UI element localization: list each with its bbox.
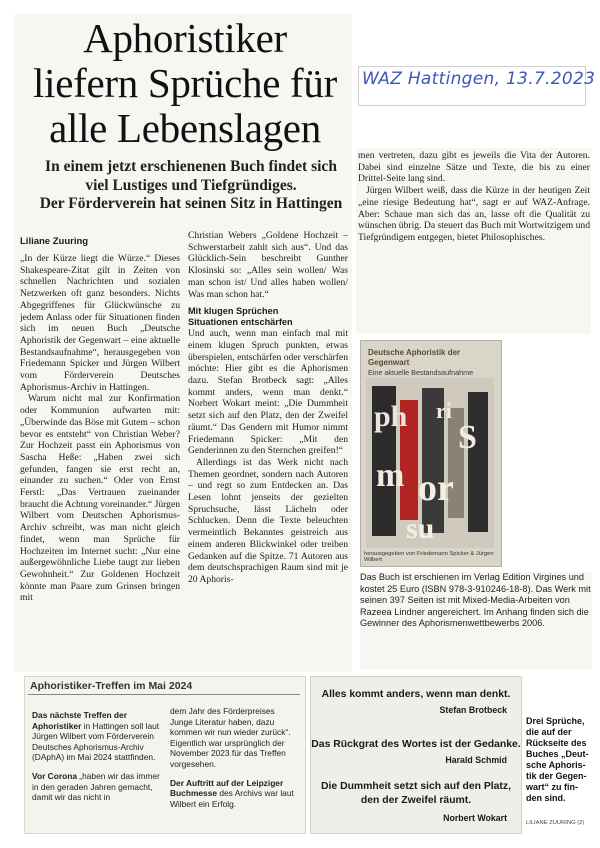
subheadline-line-2: viel Lustiges und Tiefgründiges. bbox=[85, 176, 297, 194]
col2-paragraph-1: Und auch, wenn man einfach mal mit einem klugen Spruch punkten, etwas überspielen, entschärfen oder verschärfen möchte: Hier gibt es die Aphorismen dazu. Stefan Brotbeck sagt: „Alles kommt anders, wenn man denkt.“ Norbert Wokart meint: „Die Dummheit setzt sich auf den Platz, den der Zweifel räumt.“ Das Gendern mit Humor nimmt Friedemann Spicker: „Mit den Genderinnen zu den Sternchen greifen!“ bbox=[188, 328, 348, 457]
photo-credit: LILIANE ZUURING (2) bbox=[526, 820, 585, 826]
col3-paragraph-2: Jürgen Wilbert weiß, dass die Kürze in der heutigen Zeit „eine riesige Bedeutung hat“, sagt er auf WAZ-Anfrage. Aber: Schaue man sich das an, lasse oft die Qualität zu wünschen übrig. Da steuert das Buch mit Wortwitzigem und Tiefgründigem entgegen, bietet Philosophisches. bbox=[358, 185, 590, 243]
col1-paragraph-1: „In der Kürze liegt die Würze.“ Dieses Shakespeare-Zitat gilt in Zeiten von schnellen Nachrichten und sozialen Netzwerken oft ganz besonders. Nichts Abgegriffenes für Glückwünsche zu jedem Anlass oder für Situationen finden sich im neuen Buch „Deutsche Aphoristik der Gegenwart – eine aktuelle Bestandsaufnahme“, herausgegeben von Friedemann Spicker und Jürgen Wilbert vom Förderverein Deutsches Aphorismus-Archiv in Hattingen. bbox=[20, 253, 180, 393]
side-caption-line-1: Drei Sprüche, bbox=[526, 716, 585, 726]
info-text-3: dem Jahr des Förderpreises Junge Literatur haben, dazu kommen wir nun wieder zurück“. Eigentlich war ursprünglich der November 2023 für das Treffen vorgesehen. bbox=[170, 706, 291, 769]
info-lead-3: Der Auftritt auf der Leipziger Buchmesse bbox=[170, 777, 284, 799]
book-subtitle: Eine aktuelle Bestandsaufnahme bbox=[368, 368, 474, 377]
article-column-2 bbox=[188, 230, 348, 672]
quote-3-author: Norbert Wokart bbox=[443, 813, 507, 823]
date-stamp: WAZ Hattingen, 13.7.2023 bbox=[362, 69, 596, 89]
book-art-letters-4: m bbox=[376, 457, 405, 494]
headline-line-2: liefern Sprüche für bbox=[33, 60, 337, 106]
quote-2-text: Das Rückgrat des Wortes ist der Gedanke. bbox=[311, 739, 521, 750]
info-box-heading: Aphoristiker-Treffen im Mai 2024 bbox=[30, 680, 193, 692]
quotes-side-caption bbox=[526, 716, 590, 804]
book-art-letters-5: or bbox=[418, 467, 454, 509]
info-box-column-2 bbox=[170, 706, 298, 828]
side-caption-line-2: die auf der bbox=[526, 727, 572, 737]
quote-1-author: Stefan Brotbeck bbox=[439, 705, 507, 715]
side-caption-line-5: sche Aphoris- bbox=[526, 760, 586, 770]
info-text-4: des Archivs war laut Wilbert ein Erfolg. bbox=[170, 788, 294, 809]
side-caption-line-4: Buches „Deut- bbox=[526, 749, 589, 759]
col2-subhead bbox=[188, 306, 348, 328]
info-lead-1: Das nächste Treffen der Aphoristiker bbox=[32, 710, 127, 731]
col2-subhead-line-2: Situationen entschärfen bbox=[188, 317, 293, 328]
book-art-letters-2: ri bbox=[436, 398, 452, 423]
info-box-column-1 bbox=[32, 710, 160, 828]
subheadline-line-3: Der Förderverein hat seinen Sitz in Hattingen bbox=[39, 195, 343, 212]
book-cover-footer: herausgegeben von Friedemann Spicker & Jürgen Wilbert bbox=[364, 551, 494, 563]
info-box-divider bbox=[28, 694, 300, 695]
quotes-panel bbox=[310, 676, 522, 834]
col3-paragraph-1: men vertreten, dazu gibt es jeweils die Vita der Autoren. Dabei sind einzelne Sätze und Texte, die bis zu einer Drittel-Seite lang sind. bbox=[358, 150, 590, 185]
side-caption-line-3: Rückseite des bbox=[526, 738, 587, 748]
col2-intro: Christian Webers „Goldene Hochzeit – Schwerstarbeit zahlt sich aus“. Und das Glücklich-Sein beschreibt Gunther Klosinski so: „Alles sein wollen/ Was man schon ist/ Und alles haben wollen/ Was man schon hat.“ bbox=[188, 230, 348, 300]
side-caption-line-6: tik der Gegen- bbox=[526, 771, 587, 781]
book-title: Deutsche Aphoristik der Gegenwart bbox=[368, 348, 461, 367]
col2-paragraph-2: Allerdings ist das Werk nicht nach Themen geordnet, sondern nach Autoren – und regt so zum Entdecken an. Das Lesen lohnt jenseits der gezielten Spruchsuche, lässt Lächeln oder Schlucken. Denn die Texte beleuchten vermeintlich Bekanntes geistreich aus einem anderen Blickwinkel oder treiben Gedanken auf die Spitze. 71 Autoren aus dem deutschsprachigen Raum sind mit je 20 Aphoris- bbox=[188, 456, 348, 585]
book-art-letters-3: S bbox=[458, 419, 477, 456]
book-cover-title bbox=[368, 348, 494, 378]
byline: Liliane Zuuring bbox=[20, 236, 89, 247]
book-cover-art bbox=[366, 378, 494, 548]
book-art-letters-6: su bbox=[406, 512, 435, 545]
col2-subhead-line-1: Mit klugen Sprüchen bbox=[188, 306, 279, 317]
quote-3-text-line-2: den der Zweifel räumt. bbox=[360, 795, 472, 806]
article-column-3 bbox=[358, 150, 590, 332]
info-text-1: in Hattingen soll laut Jürgen Wilbert vom Förderverein Deutsches Aphorismus-Archiv (DAphA) im Mai 2024 stattfinden. bbox=[32, 720, 160, 763]
side-caption-line-8: den sind. bbox=[526, 793, 566, 803]
quote-1-text: Alles kommt anders, wenn man denkt. bbox=[321, 689, 511, 700]
info-lead-2: Vor Corona bbox=[32, 770, 77, 781]
quote-2-author: Harald Schmid bbox=[445, 755, 507, 765]
side-caption-line-7: wart“ zu fin- bbox=[526, 782, 578, 792]
article-subheadline bbox=[20, 158, 362, 214]
headline-line-1: Aphoristiker bbox=[83, 15, 287, 61]
headline-line-3: alle Lebenslagen bbox=[49, 105, 321, 151]
article-column-1 bbox=[20, 253, 180, 671]
book-caption: Das Buch ist erschienen im Verlag Edition Virgines und kostet 25 Euro (ISBN 978-3-910246-18-8). Das Werk mit seinen 397 Seiten ist mit Mixed-Media-Arbeiten von Razeea Lindner angereichert. Im Anhang finden sich die Gewinner des Aphorismenwettbewerbs 2006. bbox=[360, 572, 592, 670]
col1-paragraph-2: Warum nicht mal zur Konfirmation oder Kommunion aufwarten mit: „Überwinde das Böse mit Gutem – schon bevor es entsteht“ von Christian Weber? Zur Hochzeit passt ein Aphorismus von Sascha Heße: „Haben zwei sich gefunden, fangen sie erst recht an, einander zu suchen.“ Oder von Ernst Ferstl: „Das Vertrauen zueinander braucht die Achtung voreinander.“ Jürgen Wilbert vom Deutschen Aphorismus-Archiv schreibt, was man nicht gleich findet, wenn man Sprüche für Hochzeiten im Internet sucht: „Nur eine außergewöhnliche Liebe taugt zur lieben Gewohnheit.“ Zur Goldenen Hochzeit könnte man Paare zum Grinsen bringen mit bbox=[20, 393, 180, 604]
subheadline-line-1: In einem jetzt erschienenen Buch findet sich bbox=[45, 158, 337, 175]
article-headline bbox=[22, 16, 348, 151]
quote-3-text-line-1: Die Dummheit setzt sich auf den Platz, bbox=[321, 781, 511, 792]
info-text-2: „haben wir das immer in den geraden Jahren gemacht, damit wir das nicht in bbox=[32, 770, 160, 803]
book-art-letters-1: ph bbox=[374, 400, 408, 433]
book-art-bar-5 bbox=[468, 392, 488, 532]
